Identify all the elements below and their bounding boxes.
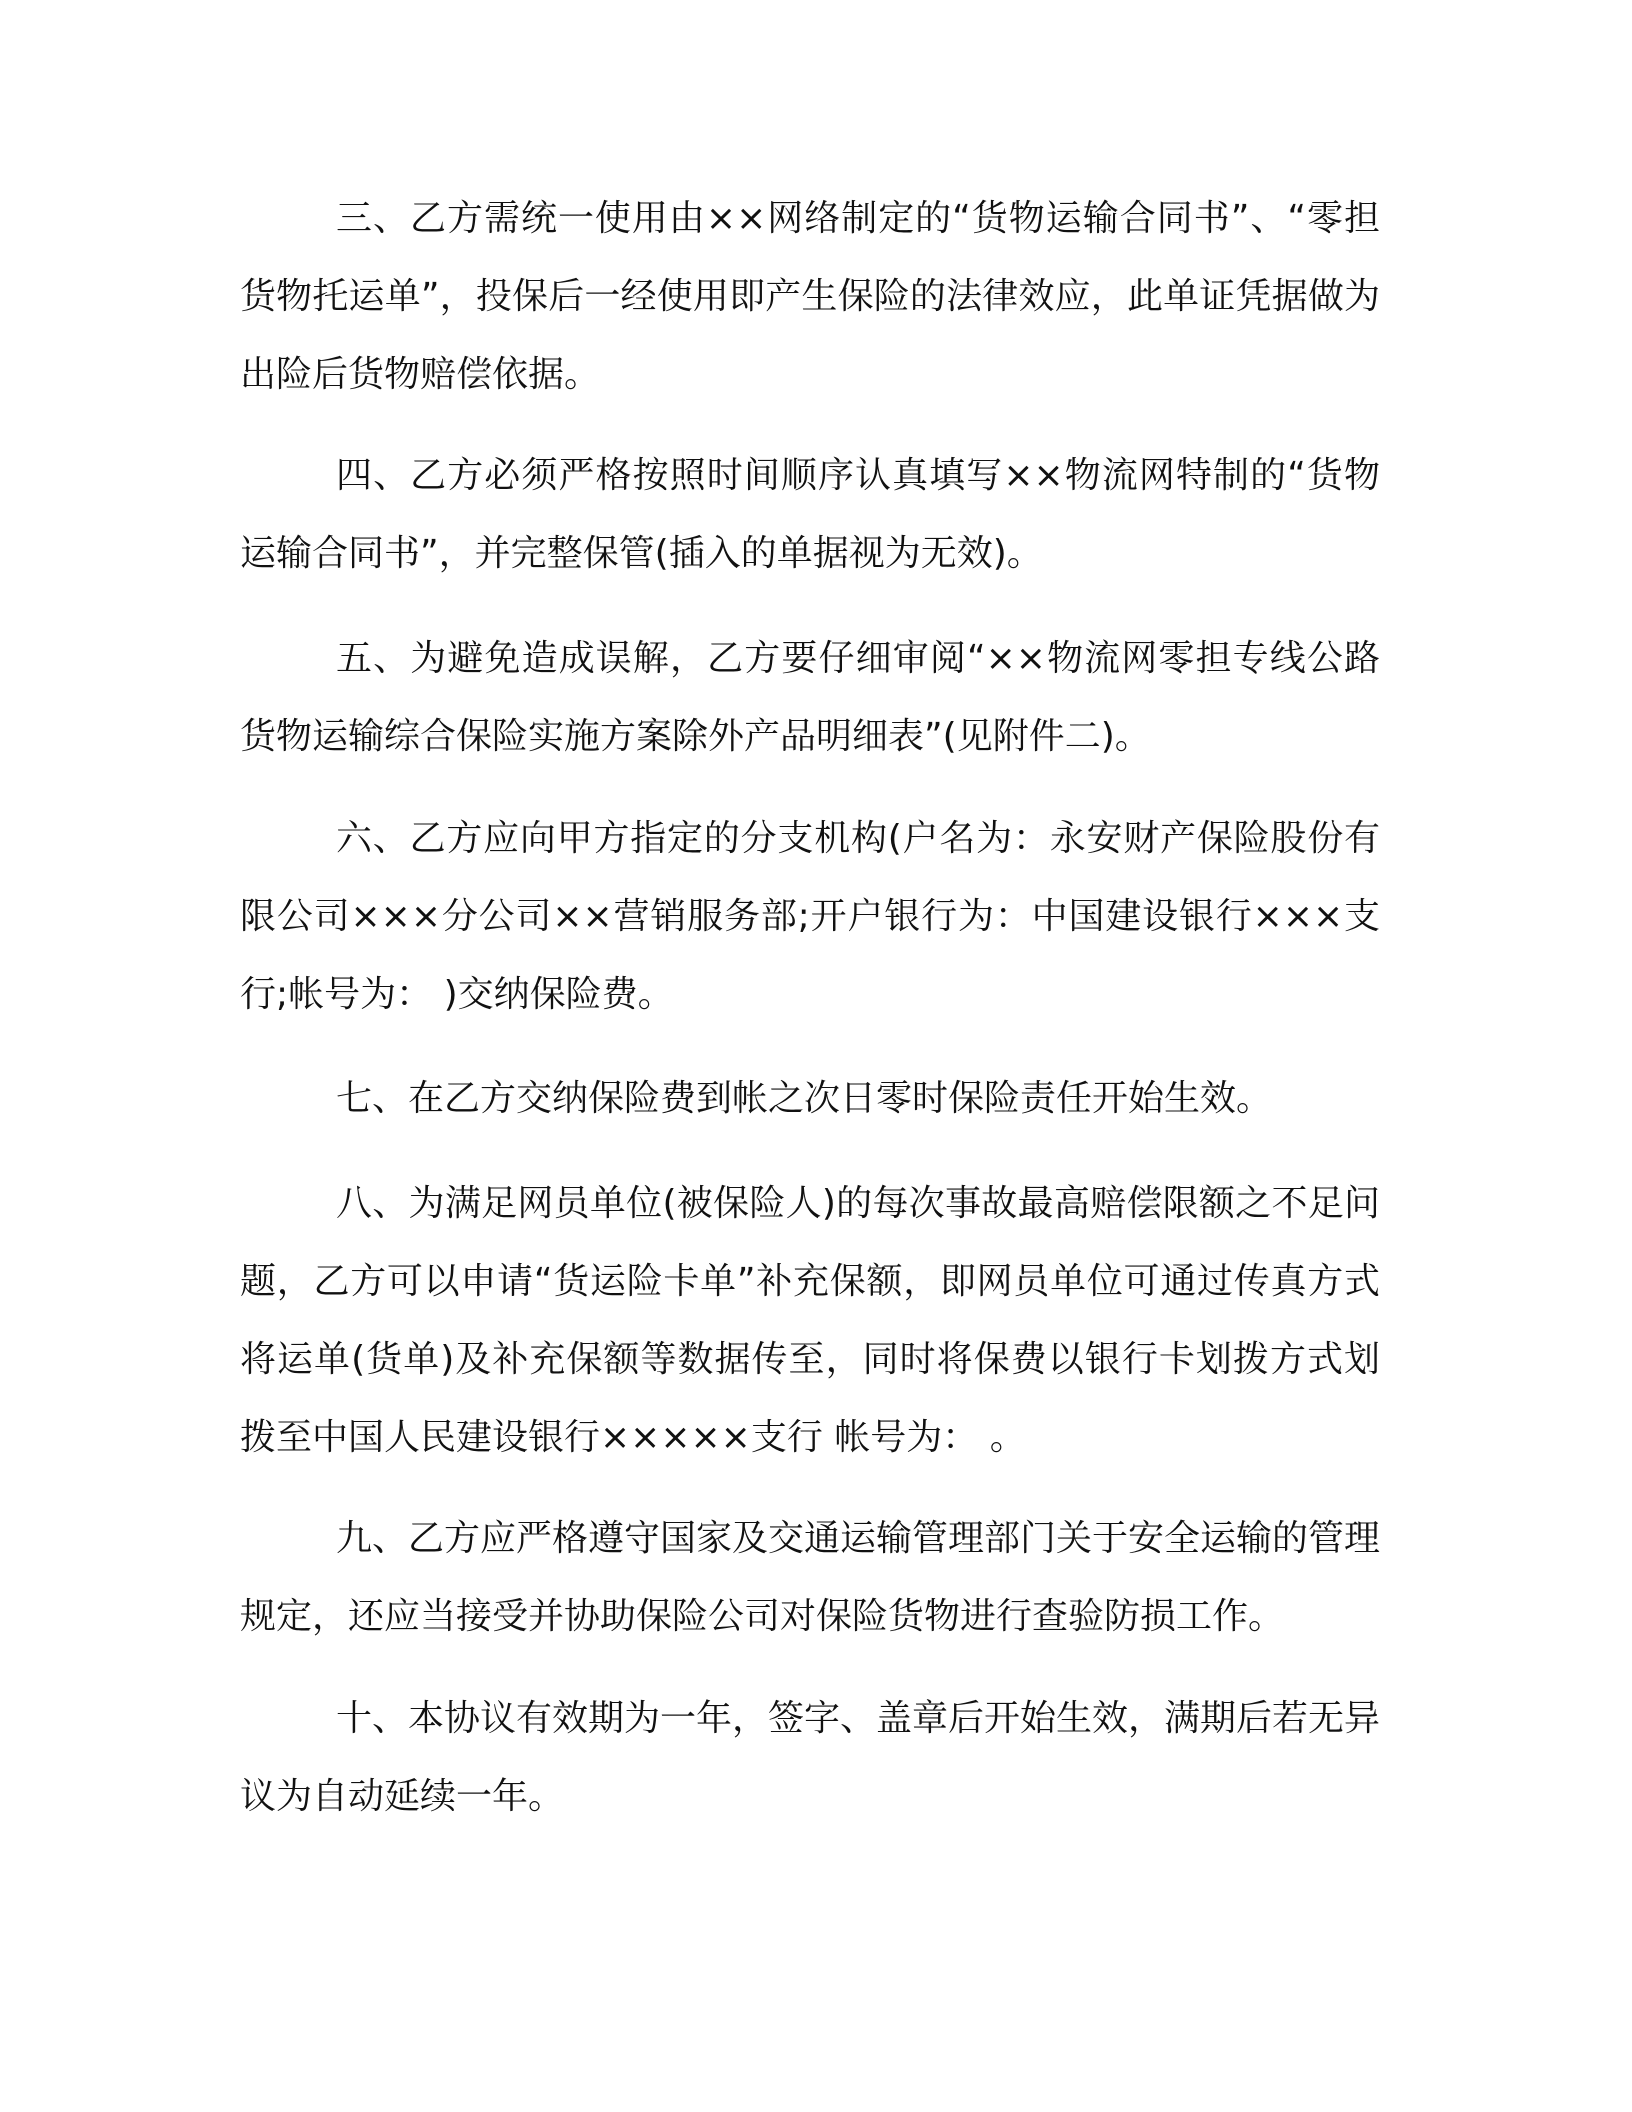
clause-10-paragraph: 十、本协议有效期为一年，签字、盖章后开始生效，满期后若无异议为自动延续一年。 <box>240 1698 1381 1817</box>
clause-4-paragraph: 四、乙方必须严格按照时间顺序认真填写××物流网特制的“货物运输合同书”，并完整保管(插入的单据视为无效)。 <box>240 455 1380 574</box>
clause-5-paragraph: 五、为避免造成误解，乙方要仔细审阅“××物流网零担专线公路货物运输综合保险实施方案除外产品明细表”(见附件二)。 <box>240 638 1380 757</box>
clause-6-paragraph: 六、乙方应向甲方指定的分支机构(户名为：永安财产保险股份有限公司×××分公司××营销服务部;开户银行为：中国建设银行×××支行;帐号为： )交纳保险费。 <box>240 818 1380 1015</box>
clause-8-paragraph: 八、为满足网员单位(被保险人)的每次事故最高赔偿限额之不足问题，乙方可以申请“货运险卡单”补充保额，即网员单位可通过传真方式将运单(货单)及补充保额等数据传至，同时将保费以银行卡划拨方式划拨至中国人民建设银行×××××支行 帐号为： 。 <box>240 1183 1380 1458</box>
clause-7-paragraph: 七、在乙方交纳保险费到帐之次日零时保险责任开始生效。 <box>336 1078 1273 1119</box>
clause-3-paragraph: 三、乙方需统一使用由××网络制定的“货物运输合同书”、“零担货物托运单”，投保后一经使用即产生保险的法律效应，此单证凭据做为出险后货物赔偿依据。 <box>240 198 1380 395</box>
clause-9-paragraph: 九、乙方应严格遵守国家及交通运输管理部门关于安全运输的管理规定，还应当接受并协助保险公司对保险货物进行查验防损工作。 <box>240 1518 1381 1637</box>
